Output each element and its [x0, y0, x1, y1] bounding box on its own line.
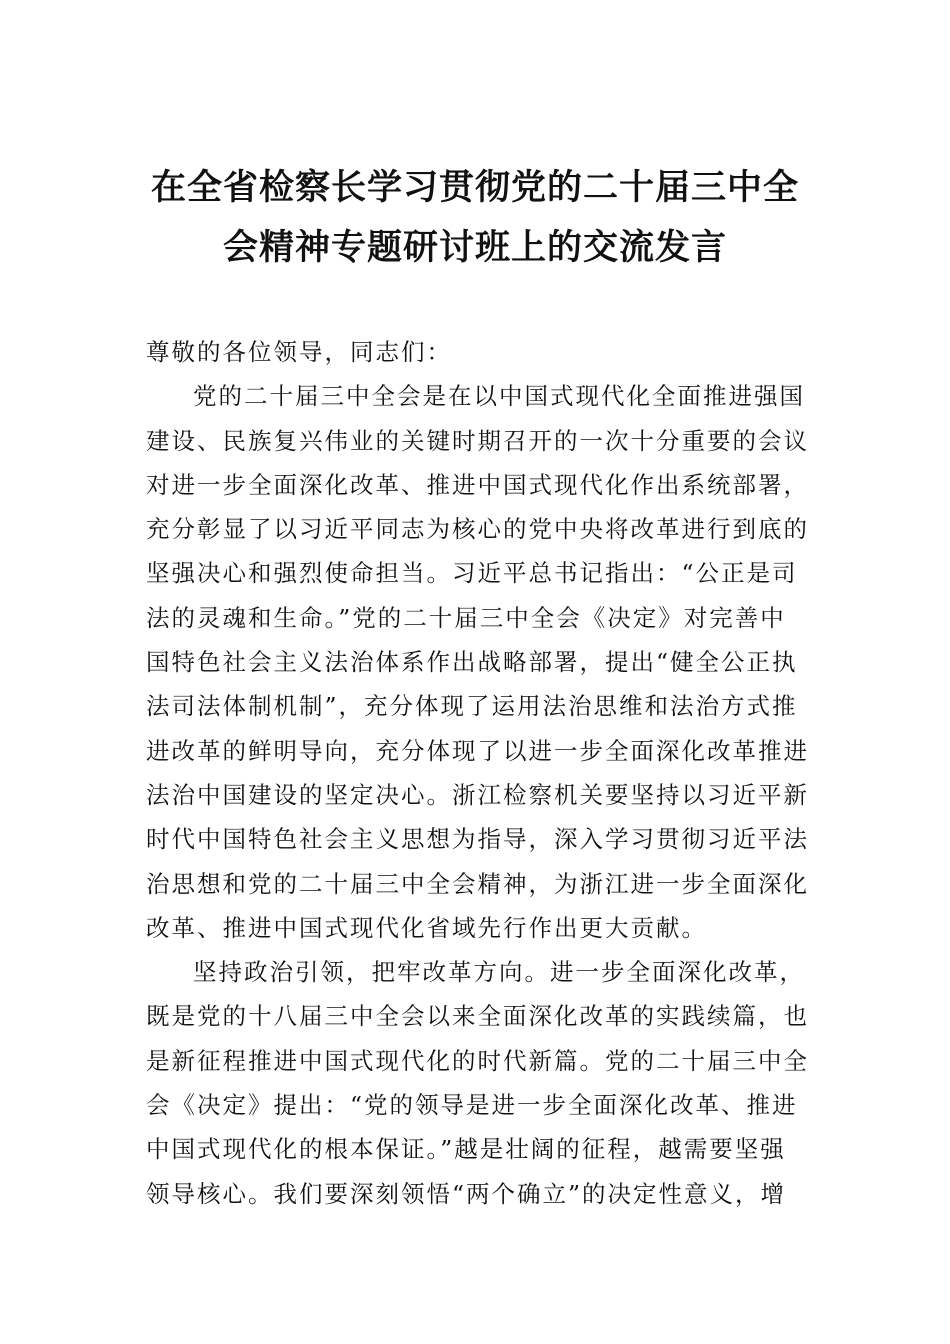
text-line: 治思想和党的二十届三中全会精神，为浙江进一步全面深化 — [146, 869, 809, 898]
text-line: 充分彰显了以习近平同志为核心的党中央将改革进行到底的 — [146, 515, 809, 544]
title-line: 会精神专题研讨班上的交流发言 — [222, 227, 727, 268]
text-line: 会《决定》提出：“党的领导是进一步全面深化改革、推进 — [146, 1091, 798, 1120]
text-line: 坚持政治引领，把牢改革方向。进一步全面深化改革， — [193, 958, 805, 987]
text-line: 进改革的鲜明导向，充分体现了以进一步全面深化改革推进 — [146, 736, 809, 765]
text-line: 时代中国特色社会主义思想为指导，深入学习贯彻习近平法 — [146, 825, 809, 854]
text-line: 领导核心。我们要深刻领悟“两个确立”的决定性意义，增 — [146, 1179, 787, 1208]
document-title — [120, 158, 830, 278]
document-body — [146, 330, 810, 1216]
salutation: 尊敬的各位领导，同志们： — [146, 338, 452, 366]
text-line: 中国式现代化的根本保证。”越是壮阔的征程，越需要坚强 — [146, 1135, 786, 1164]
text-line: 改革、推进中国式现代化省域先行作出更大贡献。 — [146, 913, 707, 942]
title-line: 在全省检察长学习贯彻党的二十届三中全 — [150, 167, 799, 208]
text-line: 法治中国建设的坚定决心。浙江检察机关要坚持以习近平新 — [146, 780, 809, 809]
text-line: 党的二十届三中全会是在以中国式现代化全面推进强国 — [193, 382, 805, 411]
text-line: 既是党的十八届三中全会以来全面深化改革的实践续篇，也 — [146, 1002, 809, 1031]
paragraph-1 — [146, 374, 810, 950]
text-line: 国特色社会主义法治体系作出战略部署，提出“健全公正执 — [146, 648, 798, 677]
text-line: 法的灵魂和生命。”党的二十届三中全会《决定》对完善中 — [146, 603, 786, 632]
text-line: 法司法体制机制”，充分体现了运用法治思维和法治方式推 — [146, 692, 798, 721]
text-line: 是新征程推进中国式现代化的时代新篇。党的二十届三中全 — [146, 1046, 809, 1075]
text-line: 坚强决心和强烈使命担当。习近平总书记指出：“公正是司 — [146, 559, 798, 588]
text-line: 建设、民族复兴伟业的关键时期召开的一次十分重要的会议 — [146, 426, 809, 455]
paragraph-2 — [146, 950, 810, 1216]
text-line: 对进一步全面深化改革、推进中国式现代化作出系统部署， — [146, 470, 809, 499]
